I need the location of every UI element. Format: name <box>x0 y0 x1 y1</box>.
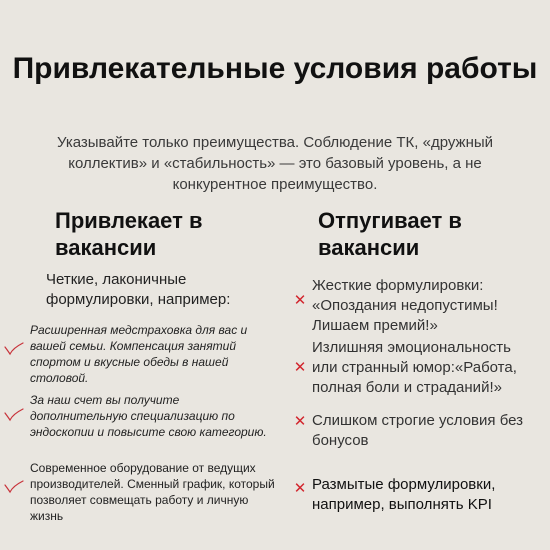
cross-icon: ✕ <box>293 413 307 430</box>
check-icon <box>3 342 25 356</box>
attracts-example-3: Современное оборудование от ведущих производителей. Сменный график, который позволяет совмещать работу и личную жизнь <box>30 461 275 523</box>
attracts-example-2: За наш счет вы получите дополнительную специализацию по эндоскопии и повысите свою категорию. <box>30 393 267 439</box>
check-icon <box>3 480 25 494</box>
cross-icon: ✕ <box>293 292 307 309</box>
check-icon <box>3 408 25 422</box>
page-subtitle: Указывайте только преимущества. Соблюдение ТК, «дружный коллектив» и «стабильность» — это базовый уровень, а не конкурентное преимущество. <box>56 134 494 193</box>
cross-icon: ✕ <box>293 480 307 497</box>
attracts-intro: Четкие, лаконичные формулировки, например: <box>46 271 231 308</box>
attracts-heading: Привлекает в вакансии <box>55 208 203 260</box>
attracts-example-1: Расширенная медстраховка для вас и вашей семьи. Компенсация занятий спортом и вкусные обеды в нашей столовой. <box>30 323 248 385</box>
repels-heading: Отпугивает в вакансии <box>318 208 462 260</box>
cross-icon: ✕ <box>293 359 307 376</box>
page-title: Привлекательные условия работы <box>12 52 538 85</box>
